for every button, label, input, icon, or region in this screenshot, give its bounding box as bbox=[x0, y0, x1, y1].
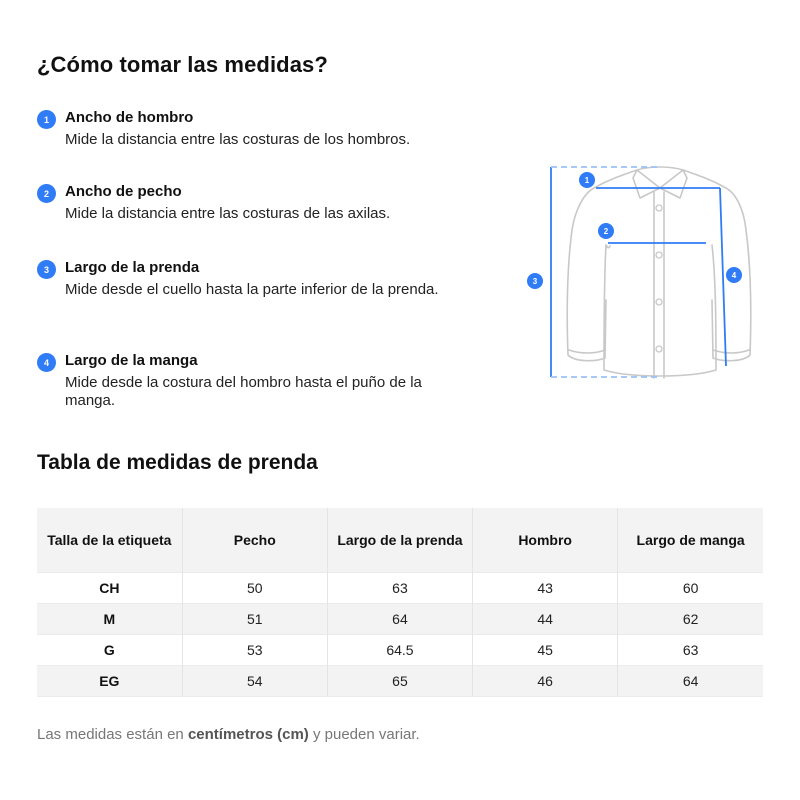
page-title: ¿Cómo tomar las medidas? bbox=[37, 52, 328, 77]
step-title: Largo de la manga bbox=[65, 352, 198, 369]
size-table-title: Tabla de medidas de prenda bbox=[37, 451, 318, 474]
table-row bbox=[37, 603, 763, 634]
step-number-badge: 1 bbox=[37, 110, 56, 129]
table-header-row bbox=[37, 508, 763, 572]
cell-garment-length: 64 bbox=[327, 603, 472, 634]
cell-garment-length: 65 bbox=[327, 665, 472, 696]
step-description: Mide la distancia entre las costuras de las axilas. bbox=[65, 205, 391, 222]
cell-chest: 51 bbox=[182, 603, 327, 634]
step-description: Mide la distancia entre las costuras de los hombros. bbox=[65, 131, 411, 148]
table-row bbox=[37, 665, 763, 696]
cell-shoulder: 45 bbox=[473, 634, 618, 665]
column-header-size: Talla de la etiqueta bbox=[37, 508, 182, 572]
footnote-suffix: y pueden variar. bbox=[308, 726, 420, 743]
cell-garment-length: 64.5 bbox=[327, 634, 472, 665]
cell-shoulder: 43 bbox=[473, 572, 618, 603]
cell-chest: 54 bbox=[182, 665, 327, 696]
size-table bbox=[37, 508, 763, 697]
column-header-garment-length: Largo de la prenda bbox=[327, 508, 472, 572]
step-garment-length bbox=[37, 258, 445, 299]
cell-chest: 53 bbox=[182, 634, 327, 665]
cell-shoulder: 44 bbox=[473, 603, 618, 634]
table-row bbox=[37, 634, 763, 665]
cell-sleeve-length: 60 bbox=[682, 579, 699, 596]
step-sleeve-length bbox=[37, 351, 445, 410]
cell-size: M bbox=[37, 603, 182, 634]
cell-size: CH bbox=[37, 572, 182, 603]
table-row bbox=[37, 572, 763, 603]
column-header-shoulder: Hombro bbox=[473, 508, 618, 572]
diagram-badge-sleeve: 4 bbox=[726, 267, 742, 283]
cell-size: G bbox=[37, 634, 182, 665]
step-title: Ancho de pecho bbox=[65, 183, 182, 200]
step-number-badge: 3 bbox=[37, 260, 56, 279]
diagram-badge-shoulder: 1 bbox=[579, 172, 595, 188]
cell-shoulder: 46 bbox=[473, 665, 618, 696]
diagram-badge-chest: 2 bbox=[598, 223, 614, 239]
cell-chest: 50 bbox=[182, 572, 327, 603]
shirt-measurement-diagram bbox=[520, 150, 770, 390]
diagram-badge-length: 3 bbox=[527, 273, 543, 289]
step-number-badge: 4 bbox=[37, 353, 56, 372]
column-header-sleeve-length: Largo de manga bbox=[636, 531, 745, 548]
cell-sleeve-length: 64 bbox=[682, 672, 699, 689]
step-number-badge: 2 bbox=[37, 184, 56, 203]
step-description: Mide desde el cuello hasta la parte inferior de la prenda. bbox=[65, 281, 439, 298]
step-title: Largo de la prenda bbox=[65, 259, 200, 276]
step-title: Ancho de hombro bbox=[65, 109, 194, 126]
step-description: Mide desde la costura del hombro hasta el puño de la manga. bbox=[65, 374, 422, 409]
cell-sleeve-length: 63 bbox=[682, 641, 699, 658]
column-header-chest: Pecho bbox=[182, 508, 327, 572]
footnote-prefix: Las medidas están en bbox=[37, 726, 188, 743]
cell-sleeve-length: 62 bbox=[682, 610, 699, 627]
cell-size: EG bbox=[37, 665, 182, 696]
step-chest-width bbox=[37, 182, 445, 223]
footnote-units: centímetros (cm) bbox=[187, 726, 309, 743]
units-footnote bbox=[37, 726, 420, 743]
step-shoulder-width bbox=[37, 108, 445, 149]
cell-garment-length: 63 bbox=[327, 572, 472, 603]
